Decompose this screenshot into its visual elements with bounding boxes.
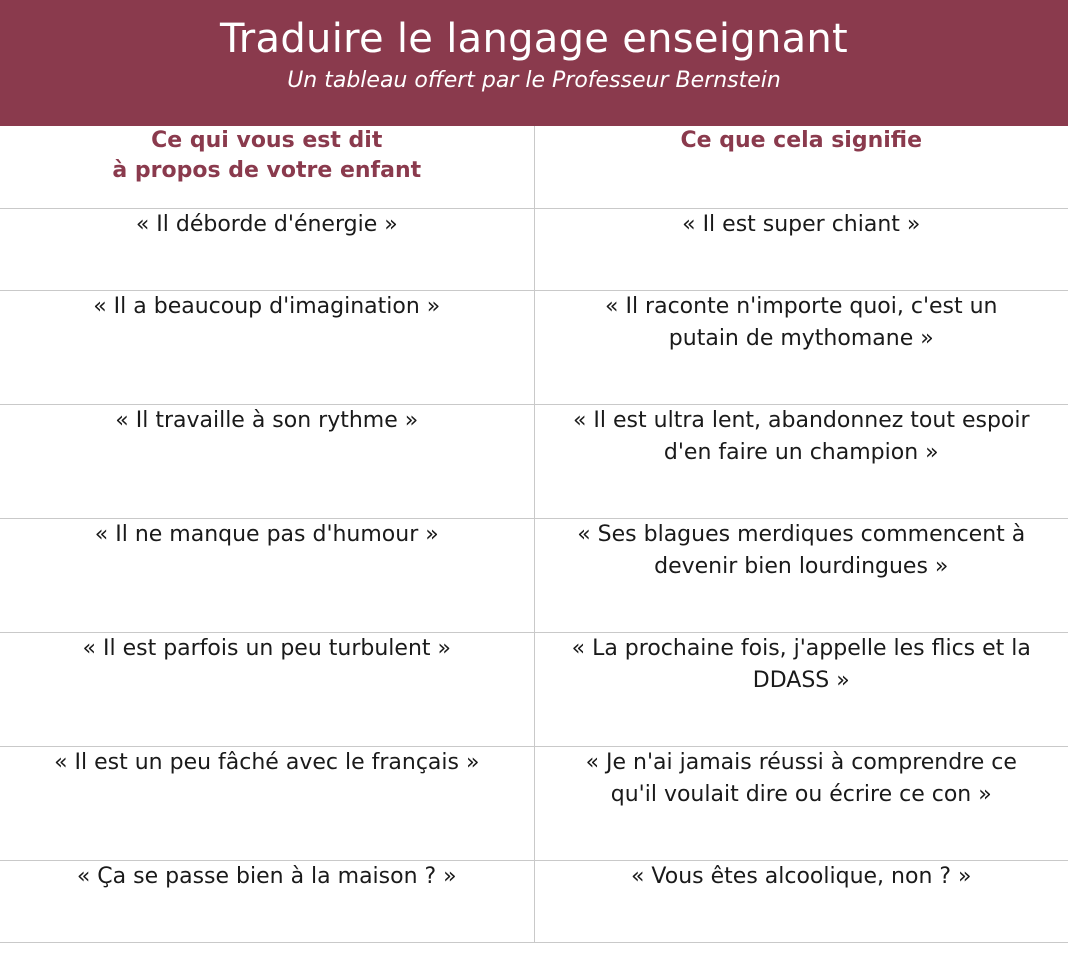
said-text: « Il travaille à son rythme » bbox=[115, 407, 419, 433]
said-text: « Il déborde d'énergie » bbox=[135, 211, 398, 237]
said-cell bbox=[0, 290, 534, 404]
means-text: putain de mythomane » bbox=[668, 325, 934, 351]
translation-table bbox=[0, 126, 1068, 943]
means-text: « Il est ultra lent, abandonnez tout espoir bbox=[572, 407, 1030, 433]
means-text: qu'il voulait dire ou écrire ce con » bbox=[610, 781, 992, 807]
table-row bbox=[0, 518, 1068, 632]
said-text: « Ça se passe bien à la maison ? » bbox=[76, 863, 457, 889]
column-header-said-line: Ce qui vous est dit bbox=[151, 128, 383, 153]
means-cell bbox=[534, 632, 1068, 746]
means-cell bbox=[534, 518, 1068, 632]
means-text: « Ses blagues merdiques commencent à bbox=[577, 521, 1026, 547]
means-cell bbox=[534, 860, 1068, 942]
said-text: « Il est parfois un peu turbulent » bbox=[82, 635, 451, 661]
said-text: « Il est un peu fâché avec le français » bbox=[54, 749, 480, 775]
means-cell bbox=[534, 404, 1068, 518]
table-row bbox=[0, 404, 1068, 518]
said-cell bbox=[0, 860, 534, 942]
page-subtitle: Un tableau offert par le Professeur Bernstein bbox=[287, 68, 781, 93]
means-text: « Il raconte n'importe quoi, c'est un bbox=[605, 293, 998, 319]
means-cell bbox=[534, 746, 1068, 860]
page-title: Traduire le langage enseignant bbox=[219, 16, 849, 62]
said-cell bbox=[0, 632, 534, 746]
means-cell bbox=[534, 208, 1068, 290]
table-row bbox=[0, 632, 1068, 746]
means-text: devenir bien lourdingues » bbox=[654, 553, 949, 579]
said-cell bbox=[0, 746, 534, 860]
column-header-said bbox=[0, 126, 534, 208]
column-header-means bbox=[534, 126, 1068, 208]
table-row bbox=[0, 860, 1068, 942]
means-cell bbox=[534, 290, 1068, 404]
means-text: « Je n'ai jamais réussi à comprendre ce bbox=[585, 749, 1017, 775]
means-text: DDASS » bbox=[752, 667, 850, 693]
said-cell bbox=[0, 518, 534, 632]
title-banner bbox=[0, 0, 1068, 126]
means-text: « La prochaine fois, j'appelle les flics et la bbox=[571, 635, 1031, 661]
table-row bbox=[0, 208, 1068, 290]
said-cell bbox=[0, 208, 534, 290]
table-row bbox=[0, 746, 1068, 860]
table-header-row bbox=[0, 126, 1068, 208]
means-text: d'en faire un champion » bbox=[663, 439, 939, 465]
means-text: « Il est super chiant » bbox=[682, 211, 921, 237]
said-text: « Il a beaucoup d'imagination » bbox=[93, 293, 441, 319]
means-text: « Vous êtes alcoolique, non ? » bbox=[630, 863, 972, 889]
column-header-means-label: Ce que cela signifie bbox=[680, 128, 923, 153]
said-cell bbox=[0, 404, 534, 518]
table-row bbox=[0, 290, 1068, 404]
said-text: « Il ne manque pas d'humour » bbox=[94, 521, 439, 547]
column-header-said-line: à propos de votre enfant bbox=[112, 158, 422, 183]
